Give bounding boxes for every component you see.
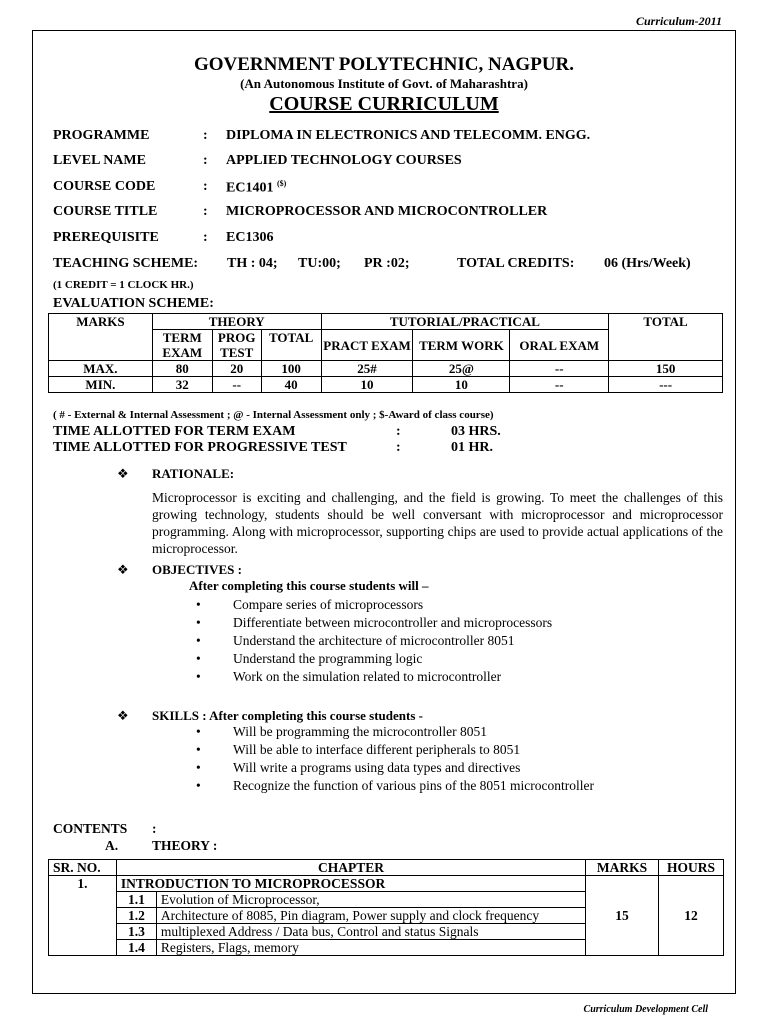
chapter-hours: 12 — [658, 876, 723, 956]
list-item-text: Compare series of microprocessors — [233, 597, 424, 612]
info-colon: : — [203, 153, 208, 168]
table-cell: 40 — [261, 377, 321, 393]
bullet-dot-icon: • — [196, 597, 201, 612]
evaluation-heading: EVALUATION SCHEME: — [53, 296, 214, 311]
table-row — [49, 860, 724, 876]
theory-header-hours: HOURS — [658, 860, 723, 876]
list-item-text: Will write a programs using data types and directives — [233, 760, 521, 775]
table-cell: -- — [212, 377, 261, 393]
topic-text: Architecture of 8085, Pin diagram, Power supply and clock frequency — [156, 908, 585, 924]
list-item — [196, 632, 552, 650]
time-term-exam-label: TIME ALLOTTED FOR TERM EXAM — [53, 424, 296, 439]
bullet-dot-icon: • — [196, 742, 201, 757]
chapter-number: 1. — [49, 876, 117, 956]
objectives-list — [196, 596, 552, 686]
credit-note: (1 CREDIT = 1 CLOCK HR.) — [53, 279, 194, 291]
contents-sub-letter: A. — [105, 838, 119, 853]
course-code: EC1401 — [226, 180, 274, 196]
eval-sub-oral-exam: ORAL EXAM — [510, 330, 609, 361]
eval-header-total: TOTAL — [609, 314, 723, 361]
institute-name: GOVERNMENT POLYTECHNIC, NAGPUR. — [193, 54, 575, 75]
list-item — [196, 614, 552, 632]
topic-number: 1.2 — [116, 908, 156, 924]
table-cell: -- — [510, 361, 609, 377]
list-item-text: Work on the simulation related to microcontroller — [233, 669, 502, 684]
objectives-heading: OBJECTIVES : — [152, 562, 242, 577]
table-cell: MIN. — [49, 377, 153, 393]
diamond-bullet-icon: ❖ — [117, 708, 129, 723]
info-value — [226, 179, 286, 197]
table-row — [49, 377, 723, 393]
info-colon: : — [203, 179, 208, 194]
total-credits-label: TOTAL CREDITS: — [457, 256, 575, 271]
eval-sub-pract-exam: PRACT EXAM — [321, 330, 413, 361]
list-item — [196, 650, 552, 668]
list-item — [196, 668, 552, 686]
teaching-tu: TU:00; — [298, 256, 341, 271]
table-cell: 10 — [413, 377, 510, 393]
document-title: COURSE CURRICULUM — [269, 93, 499, 115]
contents-label: CONTENTS — [53, 821, 128, 836]
teaching-th: TH : 04; — [227, 256, 278, 271]
info-value: APPLIED TECHNOLOGY COURSES — [226, 153, 462, 168]
theory-table — [48, 859, 724, 956]
info-label: LEVEL NAME — [53, 153, 146, 168]
bullet-dot-icon: • — [196, 724, 201, 739]
theory-header-srno: SR. NO. — [49, 860, 117, 876]
objectives-intro: After completing this course students will – — [189, 578, 429, 593]
list-item — [196, 723, 594, 741]
list-item-text: Will be able to interface different peripherals to 8051 — [233, 742, 521, 757]
evaluation-table — [48, 313, 723, 393]
skills-list — [196, 723, 594, 795]
time-colon: : — [396, 440, 401, 455]
topic-number: 1.4 — [116, 940, 156, 956]
topic-text: Evolution of Microprocessor, — [156, 892, 585, 908]
list-item-text: Understand the programming logic — [233, 651, 423, 666]
diamond-bullet-icon: ❖ — [117, 562, 129, 577]
contents-sub-label: THEORY : — [152, 838, 218, 853]
topic-number: 1.1 — [116, 892, 156, 908]
eval-sub-term-exam: TERM EXAM — [152, 330, 212, 361]
info-label: PROGRAMME — [53, 128, 150, 143]
info-value: EC1306 — [226, 230, 274, 245]
table-cell: 80 — [152, 361, 212, 377]
table-cell: 20 — [212, 361, 261, 377]
table-cell: 10 — [321, 377, 413, 393]
table-cell: 100 — [261, 361, 321, 377]
bullet-dot-icon: • — [196, 633, 201, 648]
bullet-dot-icon: • — [196, 651, 201, 666]
list-item-text: Recognize the function of various pins of the 8051 microcontroller — [233, 778, 595, 793]
page-footer-label: Curriculum Development Cell — [583, 1004, 708, 1015]
info-colon: : — [203, 204, 208, 219]
institute-subtitle: (An Autonomous Institute of Govt. of Maharashtra) — [240, 76, 528, 91]
table-cell: --- — [609, 377, 723, 393]
table-row — [49, 361, 723, 377]
table-row — [49, 314, 723, 330]
diamond-bullet-icon: ❖ — [117, 466, 129, 481]
bullet-dot-icon: • — [196, 615, 201, 630]
chapter-title: INTRODUCTION TO MICROPROCESSOR — [116, 876, 585, 892]
course-code-sup: ($) — [276, 179, 287, 188]
list-item-text: Will be programming the microcontroller 8051 — [233, 724, 488, 739]
bullet-dot-icon: • — [196, 760, 201, 775]
time-term-exam-value: 03 HRS. — [451, 424, 501, 439]
table-cell: 25# — [321, 361, 413, 377]
eval-sub-total: TOTAL — [261, 330, 321, 361]
list-item-text: Differentiate between microcontroller and microprocessors — [233, 615, 553, 630]
info-label: COURSE CODE — [53, 179, 156, 194]
list-item — [196, 759, 594, 777]
table-cell: 32 — [152, 377, 212, 393]
theory-header-marks: MARKS — [586, 860, 659, 876]
evaluation-note: ( # - External & Internal Assessment ; @ - Internal Assessment only ; $-Award of class course) — [53, 409, 494, 421]
rationale-text: Microprocessor is exciting and challenging, and the field is growing. To meet the challenges of this growing technology, students should be well conversant with microprocessor and microprocessor programming. Along with microprocessor, supporting chips are used to provide actual applications of the microprocessor. — [152, 490, 723, 556]
table-row — [49, 876, 724, 892]
list-item — [196, 777, 594, 795]
info-colon: : — [203, 128, 208, 143]
table-cell: 25@ — [413, 361, 510, 377]
teaching-scheme-label: TEACHING SCHEME: — [53, 256, 199, 271]
table-cell: 150 — [609, 361, 723, 377]
eval-sub-prog-test: PROG TEST — [212, 330, 261, 361]
skills-heading: SKILLS : After completing this course students - — [152, 708, 423, 723]
bullet-dot-icon: • — [196, 669, 201, 684]
time-prog-test-label: TIME ALLOTTED FOR PROGRESSIVE TEST — [53, 440, 347, 455]
theory-header-chapter: CHAPTER — [116, 860, 585, 876]
table-cell: MAX. — [49, 361, 153, 377]
info-label: COURSE TITLE — [53, 204, 158, 219]
time-prog-test-value: 01 HR. — [451, 440, 493, 455]
bullet-dot-icon: • — [196, 778, 201, 793]
contents-colon: : — [152, 821, 157, 836]
list-item — [196, 741, 594, 759]
topic-number: 1.3 — [116, 924, 156, 940]
list-item-text: Understand the architecture of microcontroller 8051 — [233, 633, 515, 648]
page-header-label: Curriculum-2011 — [635, 14, 722, 28]
chapter-marks: 15 — [586, 876, 659, 956]
topic-text: multiplexed Address / Data bus, Control and status Signals — [156, 924, 585, 940]
info-label: PREREQUISITE — [53, 230, 159, 245]
eval-header-marks: MARKS — [49, 314, 153, 361]
eval-header-theory: THEORY — [152, 314, 321, 330]
total-credits-value: 06 (Hrs/Week) — [604, 256, 691, 271]
rationale-heading: RATIONALE: — [152, 466, 235, 481]
topic-text: Registers, Flags, memory — [156, 940, 585, 956]
eval-header-tutorial-practical: TUTORIAL/PRACTICAL — [321, 314, 609, 330]
time-colon: : — [396, 424, 401, 439]
list-item — [196, 596, 552, 614]
info-value: MICROPROCESSOR AND MICROCONTROLLER — [226, 204, 548, 219]
eval-sub-term-work: TERM WORK — [413, 330, 510, 361]
table-cell: -- — [510, 377, 609, 393]
teaching-pr: PR :02; — [364, 256, 410, 271]
info-value: DIPLOMA IN ELECTRONICS AND TELECOMM. ENGG. — [226, 128, 591, 143]
info-colon: : — [203, 230, 208, 245]
